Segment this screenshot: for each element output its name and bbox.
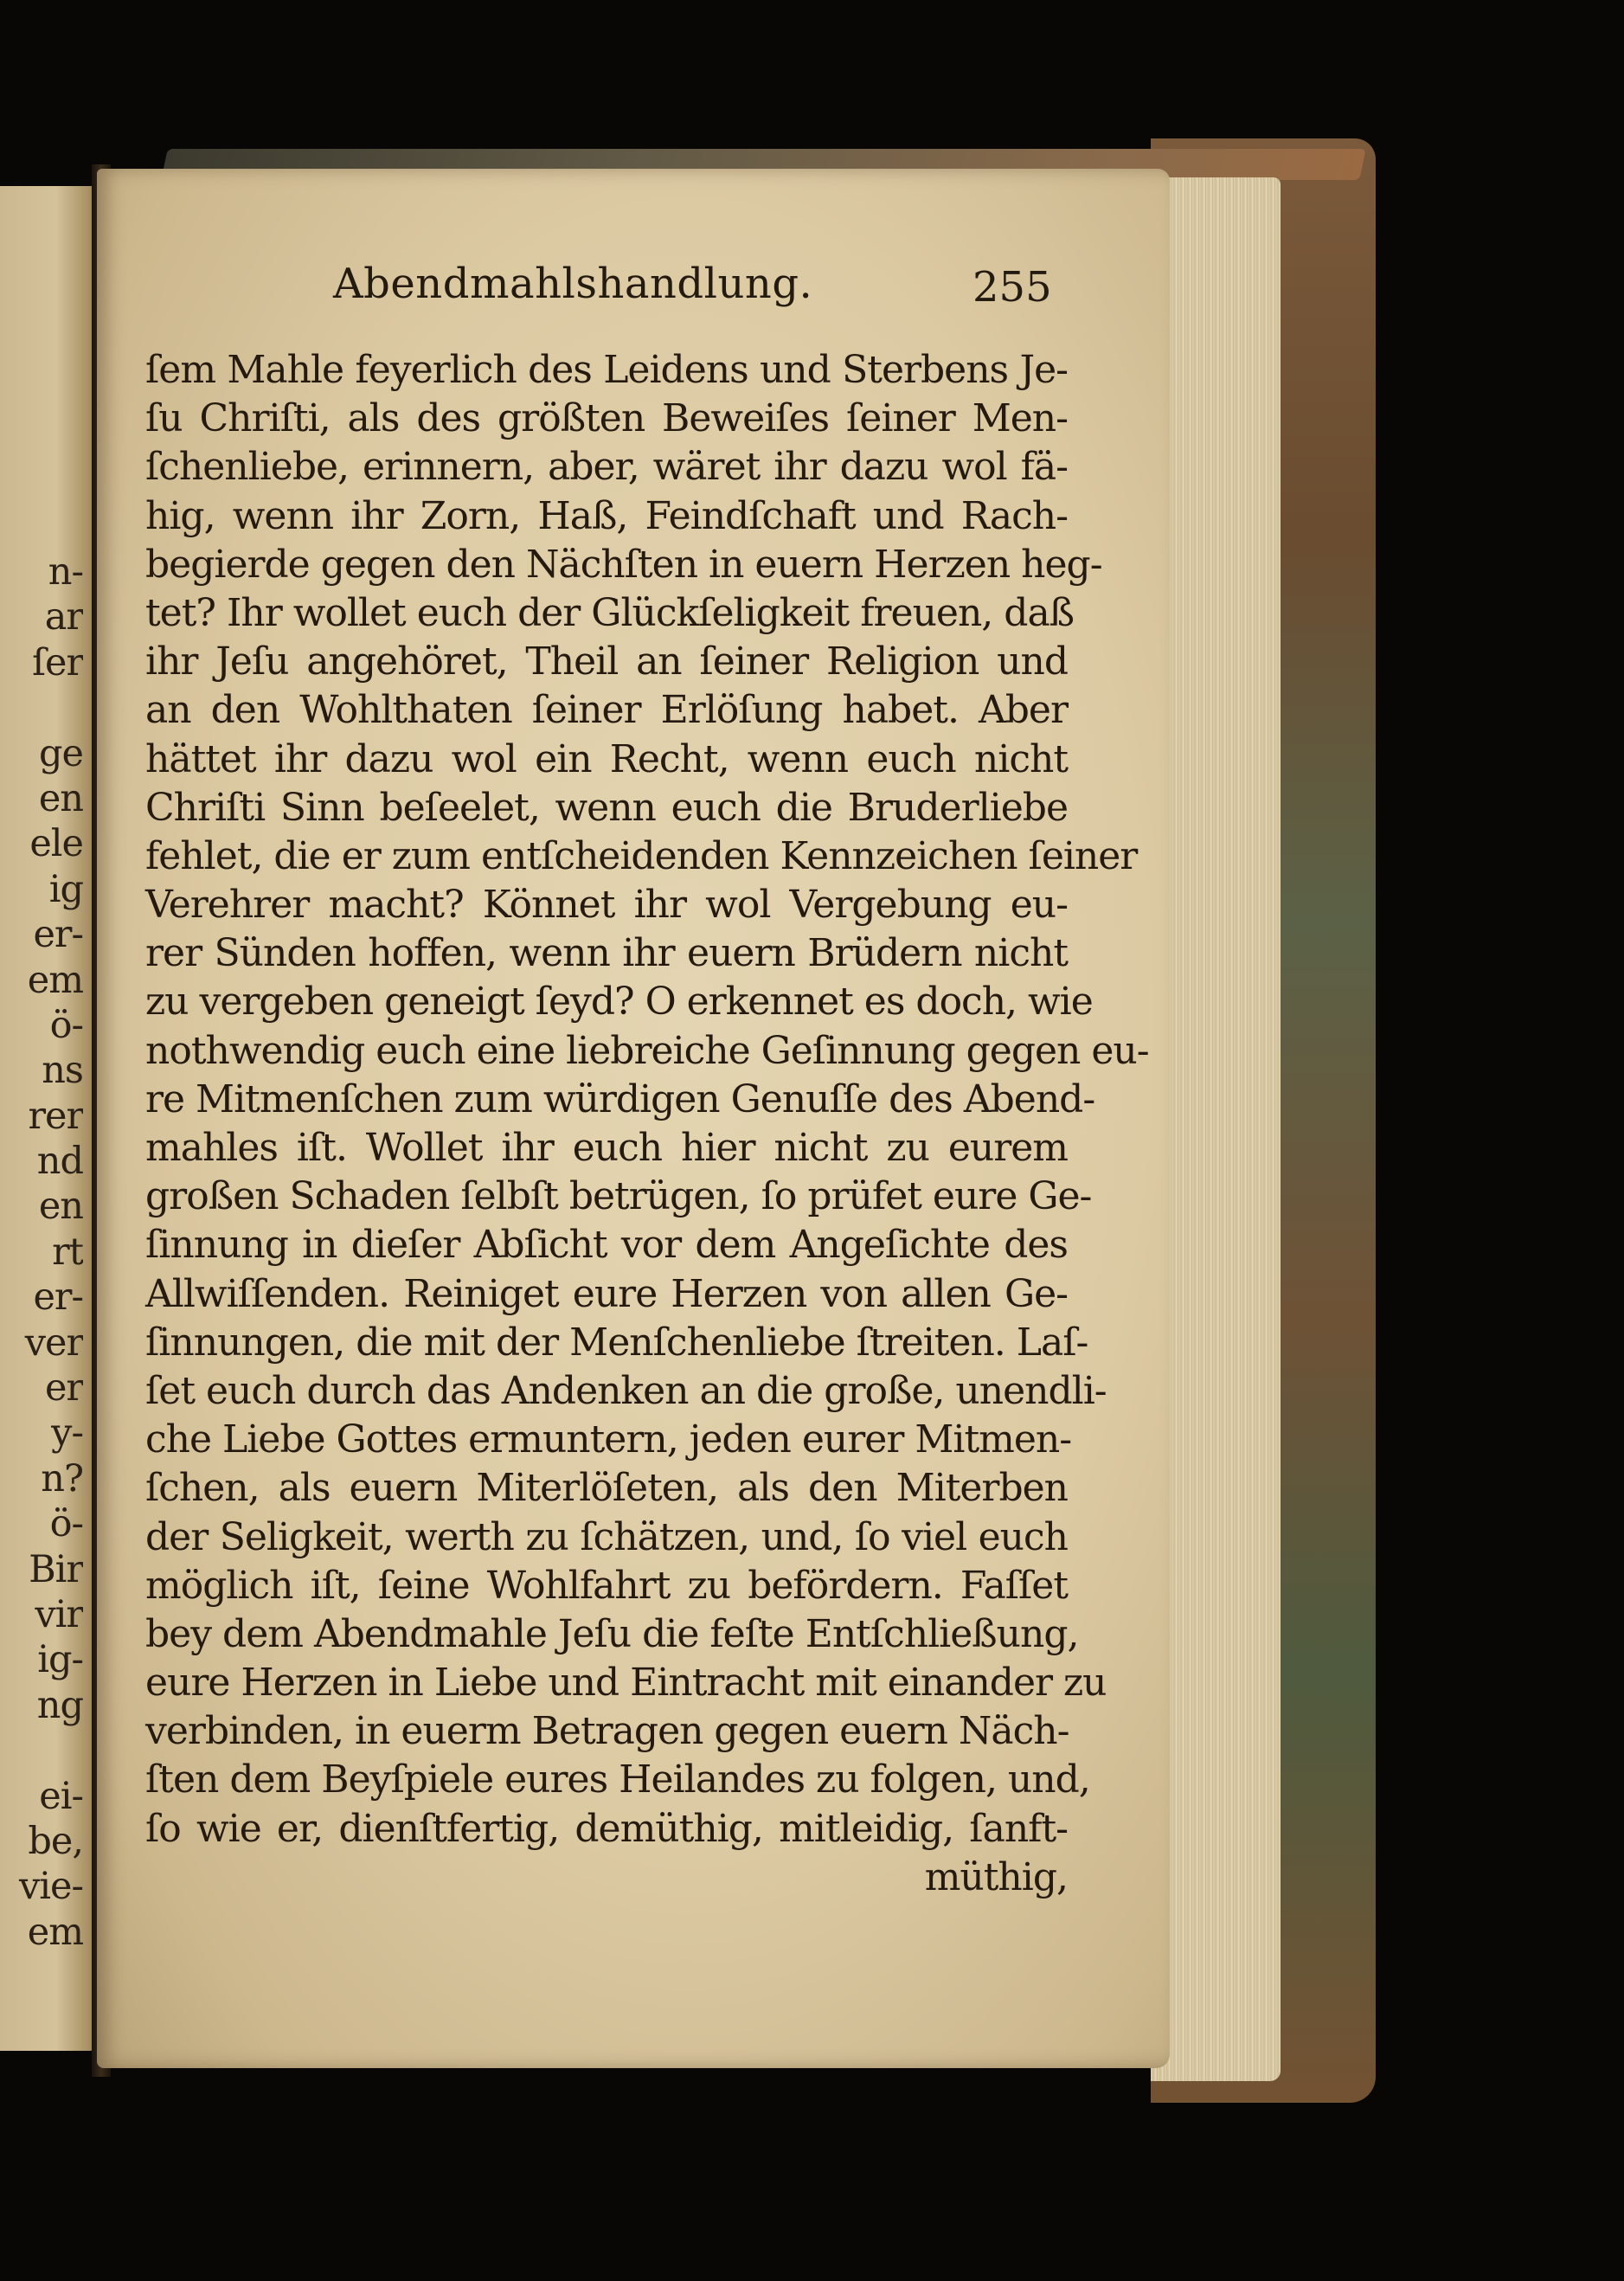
text-line: tet? Ihr wollet euch der Glückſeligkeit freuen, daß [145,590,1075,635]
text-line: ſu Chriſti, als des größten Beweiſes ſeiner Men- [145,396,1068,441]
left-page-fragment: Bir [29,1547,83,1591]
text-line: ſchen, als euern Miterlöſeten, als den Miterben [145,1466,1068,1511]
left-page-fragment: y- [51,1411,83,1455]
left-page-fragment [0,1728,83,1773]
text-line: nothwendig euch eine liebreiche Geſinnung gegen eu- [145,1028,1149,1073]
text-line: zu vergeben geneigt ſeyd? O erkennet es doch, wie [145,980,1093,1025]
page-number: 255 [972,263,1052,312]
left-page-fragment: ö- [49,1003,83,1047]
text-line: hättet ihr dazu wol ein Recht, wenn euch nicht [145,736,1068,781]
text-line: verbinden, in euerm Betragen gegen euern Näch- [145,1709,1069,1754]
text-line: eure Herzen in Liebe und Eintracht mit einander zu [145,1661,1107,1706]
catchword: müthig, [924,1854,1068,1899]
text-line: ſinnungen, die mit der Menſchenliebe ſtreiten. Laſ- [145,1320,1088,1365]
left-page-fragment: ö- [49,1502,83,1546]
left-page-fragment: ele [29,822,83,866]
left-page-fragment: en [38,1185,83,1229]
left-page-fragment: rer [28,1094,83,1138]
left-page-fragment: n- [48,550,83,594]
text-line: che Liebe Gottes ermuntern, jeden eurer Mitmen- [145,1417,1072,1462]
left-page-fragment: er- [33,1275,83,1320]
left-page-fragment: vie- [18,1865,83,1909]
text-line: der Seligkeit, werth zu ſchätzen, und, ſo viel euch [145,1514,1068,1559]
left-page-fragment: ar [44,595,83,639]
left-page-fragment: nd [36,1140,83,1184]
left-page-fragment: n? [41,1456,83,1500]
left-page-fragment: ns [42,1049,83,1093]
text-line: an den Wohlthaten ſeiner Erlöſung habet. Aber [145,688,1068,733]
text-line: Verehrer macht? Könnet ihr wol Vergebung eu- [145,883,1068,928]
body-text [145,346,1149,1902]
left-page-fragment: er [44,1366,83,1410]
text-line: begierde gegen den Nächſten in euern Herzen heg- [145,542,1102,587]
text-line: ſchenliebe, erinnern, aber, wäret ihr dazu wol fä- [145,445,1068,490]
text-line: ſem Mahle feyerlich des Leidens und Sterbens Je- [145,348,1068,392]
text-line: mahles iſt. Wollet ihr euch hier nicht zu eurem [145,1126,1068,1170]
text-line: ſten dem Beyſpiele eures Heilandes zu folgen, und, [145,1757,1090,1802]
text-line: re Mitmenſchen zum würdigen Genuſſe des Abend- [145,1076,1095,1121]
left-page-fragment: vir [35,1592,83,1636]
left-page-fragment: rt [52,1230,83,1274]
left-page-fragment: er- [33,913,83,957]
text-line: ſet euch durch das Andenken an die große, unendli- [145,1368,1107,1413]
left-page-fragment: ge [39,731,83,775]
left-page-fragment: ſer [32,640,83,684]
text-line: fehlet, die er zum entſcheidenden Kennzeichen ſeiner [145,833,1138,878]
text-line: hig, wenn ihr Zorn, Haß, Feindſchaft und Rach- [145,493,1068,538]
left-page-fragment: be, [28,1819,83,1863]
text-line: rer Sünden hoffen, wenn ihr euern Brüdern nicht [145,931,1068,976]
left-page-fragment: ei- [39,1774,83,1818]
text-line: Chriſti Sinn beſeelet, wenn euch die Bruderliebe [145,785,1068,830]
text-line: ſo wie er, dienſtfertig, demüthig, mitleidig, ſanft- [145,1806,1068,1851]
left-page-fragment: ng [36,1683,83,1727]
page-edges [1151,177,1281,2081]
text-line: ſinnung in dieſer Abſicht vor dem Angeſichte des [145,1223,1068,1268]
left-page [0,186,102,2051]
text-line: Allwiſſenden. Reiniget eure Herzen von allen Ge- [145,1271,1068,1316]
left-page-fragment: en [38,776,83,820]
text-line: bey dem Abendmahle Jeſu die feſte Entſchließung, [145,1611,1079,1656]
left-page-text-fragments [0,549,83,1955]
left-page-fragment: em [27,1910,83,1954]
left-page-fragment: ig- [37,1638,83,1682]
text-line: ihr Jeſu angehöret, Theil an ſeiner Religion und [145,639,1068,684]
text-line: großen Schaden ſelbſt betrügen, ſo prüfet eure Ge- [145,1174,1092,1219]
running-title: Abendmahlshandlung. [333,260,813,308]
left-page-fragment: ig [48,867,83,911]
left-page-fragment [0,685,83,730]
left-page-fragment: em [27,958,83,1002]
text-line: möglich iſt, ſeine Wohlfahrt zu befördern. Faſſet [145,1563,1068,1608]
left-page-fragment: ver [24,1320,83,1365]
